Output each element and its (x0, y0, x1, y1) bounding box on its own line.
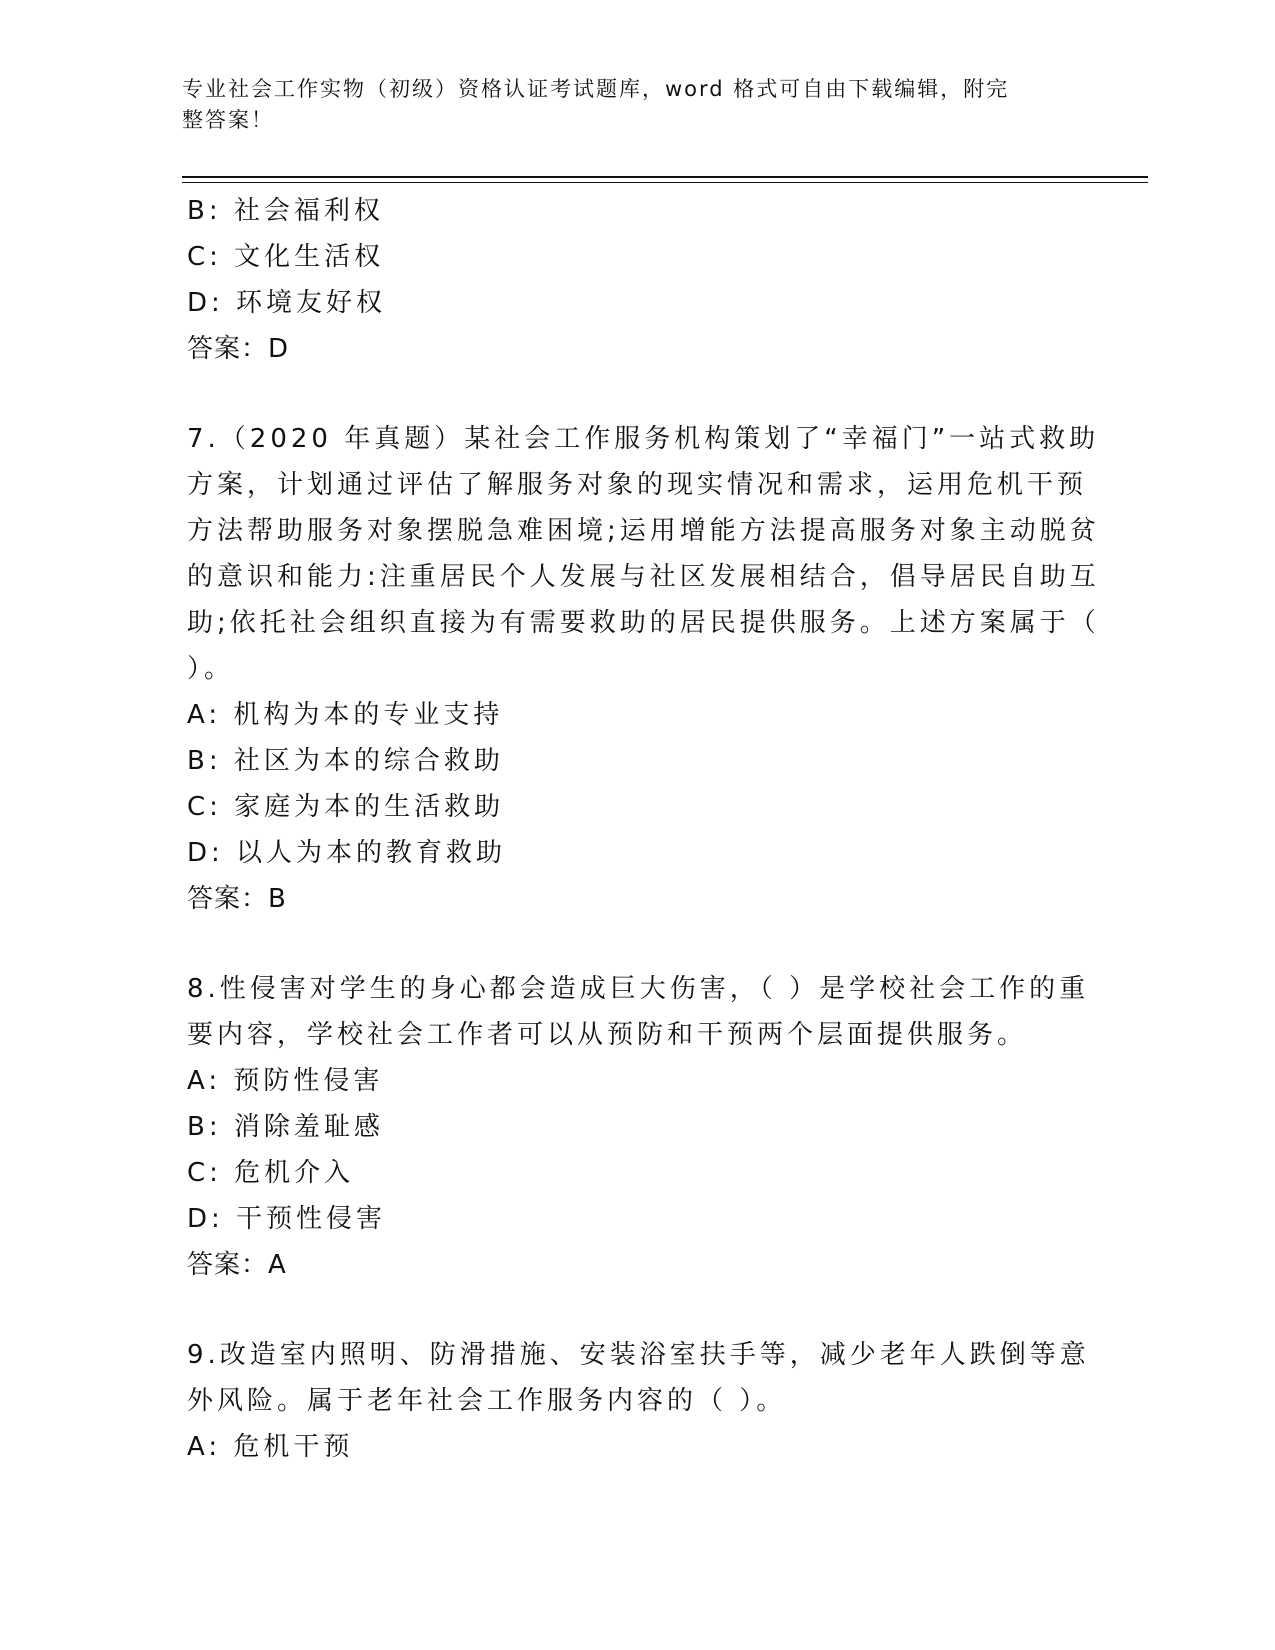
option-b: B: 社会福利权 (187, 196, 384, 226)
option-c: C: 文化生活权 (187, 242, 385, 272)
option-d: D: 以人为本的教育救助 (187, 838, 507, 868)
option-a: A: 预防性侵害 (187, 1066, 384, 1096)
option-c: C: 家庭为本的生活救助 (187, 792, 505, 822)
document-header (182, 74, 1062, 136)
header-line-2: 整答案！ (182, 108, 274, 132)
question-stem-line: 9.改造室内照明、防滑措施、安装浴室扶手等，减少老年人跌倒等意 (187, 1340, 1090, 1370)
option-b: B: 社区为本的综合救助 (187, 746, 504, 776)
question-stem-line: 8.性侵害对学生的身心都会造成巨大伤害，（ ）是学校社会工作的重 (187, 974, 1090, 1004)
option-b: B: 消除羞耻感 (187, 1112, 384, 1142)
question-9 (187, 1332, 1090, 1470)
answer: 答案：B (187, 884, 287, 914)
question-stem-line: ）。 (187, 654, 235, 684)
header-rule-thick (182, 176, 1148, 178)
answer: 答案：D (187, 334, 290, 364)
question-8 (187, 966, 1090, 1288)
header-line-1: 专业社会工作实物（初级）资格认证考试题库，word 格式可自由下载编辑，附完 (182, 77, 1010, 101)
option-c: C: 危机介入 (187, 1158, 355, 1188)
answer: 答案：A (187, 1250, 287, 1280)
option-a: A: 机构为本的专业支持 (187, 700, 504, 730)
question-stem-line: 7.（2020 年真题）某社会工作服务机构策划了“幸福门”一站式救助 (187, 424, 1100, 454)
question-7 (187, 416, 1100, 922)
question-stem-line: 要内容，学校社会工作者可以从预防和干预两个层面提供服务。 (187, 1020, 1028, 1050)
question-stem-line: 外风险。属于老年社会工作服务内容的（ ）。 (187, 1386, 787, 1416)
option-d: D: 干预性侵害 (187, 1204, 387, 1234)
header-rule-thin (182, 182, 1148, 183)
question-6-tail (187, 188, 1067, 372)
question-stem-line: 方法帮助服务对象摆脱急难困境;运用增能方法提高服务对象主动脱贫 (187, 516, 1100, 546)
option-a: A: 危机干预 (187, 1432, 354, 1462)
option-d: D: 环境友好权 (187, 288, 387, 318)
question-stem-line: 的意识和能力:注重居民个人发展与社区发展相结合，倡导居民自助互 (187, 562, 1100, 592)
document-body (187, 188, 1100, 1470)
question-stem-line: 助;依托社会组织直接为有需要救助的居民提供服务。上述方案属于（ (187, 608, 1100, 638)
question-stem-line: 方案，计划通过评估了解服务对象的现实情况和需求，运用危机干预 (187, 470, 1088, 500)
